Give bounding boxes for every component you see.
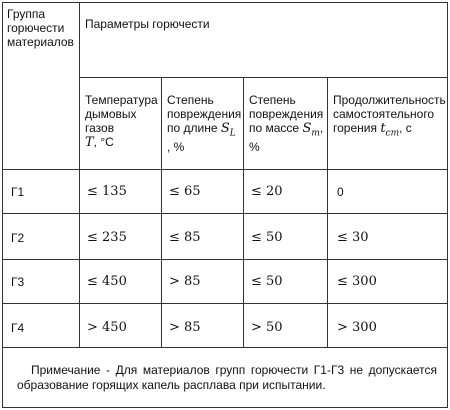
flammability-table [2, 2, 448, 408]
cell-temperature: ≤ 135 [87, 184, 127, 199]
symbol-t: t [380, 121, 386, 136]
cell-burning-time: 0 [337, 185, 344, 199]
subscript-m: m [311, 128, 320, 139]
unit-temperature: , °C [93, 135, 114, 149]
grid-line [79, 77, 447, 78]
header-length-damage-text: Степень повреждения по длине [167, 93, 242, 135]
unit-burning-time: , с [399, 121, 412, 135]
subscript-l: L [229, 128, 236, 139]
grid-line [3, 347, 447, 348]
cell-length-damage: > 85 [169, 320, 201, 335]
row-group: Г2 [11, 231, 25, 245]
subscript-st: ст [385, 128, 400, 139]
cell-mass-damage: ≤ 20 [251, 184, 283, 199]
cell-length-damage: > 85 [169, 274, 201, 289]
row-group: Г3 [11, 275, 25, 289]
header-mass-damage [249, 93, 327, 154]
cell-temperature: ≤ 235 [87, 230, 127, 245]
grid-line [3, 169, 447, 170]
cell-mass-damage: > 50 [251, 320, 283, 335]
cell-burning-time: ≤ 30 [337, 230, 369, 245]
header-params-label: Параметры горючести [85, 17, 210, 31]
grid-line [79, 3, 80, 347]
cell-mass-damage: ≤ 50 [251, 230, 283, 245]
header-temperature-text: Температура дымовых газов [85, 93, 158, 135]
header-group-label: Группа горючести материалов [7, 7, 74, 49]
grid-line [327, 77, 328, 347]
table-note: Примечание - Для материалов групп горючести Г1-Г3 не допускается образование горящих капель расплава при испытании. [17, 363, 437, 392]
cell-length-damage: ≤ 65 [169, 184, 201, 199]
symbol-t: T [85, 135, 94, 150]
header-params [85, 17, 385, 31]
cell-burning-time: > 300 [337, 320, 377, 335]
row-group: Г1 [11, 185, 25, 199]
cell-length-damage: ≤ 85 [169, 230, 201, 245]
grid-line [3, 213, 447, 214]
header-group [7, 7, 79, 49]
symbol-s: S [220, 121, 230, 136]
cell-temperature: ≤ 450 [87, 274, 127, 289]
header-burning-time [333, 93, 447, 140]
row-group: Г4 [11, 321, 25, 335]
grid-line [3, 303, 447, 304]
symbol-s: S [302, 121, 312, 136]
header-temperature [85, 93, 161, 150]
grid-line [3, 259, 447, 260]
cell-mass-damage: ≤ 50 [251, 274, 283, 289]
header-burning-time-text: Продолжительность самостоятельного горения [333, 93, 446, 135]
cell-burning-time: ≤ 300 [337, 274, 377, 289]
grid-line [161, 77, 162, 347]
header-mass-damage-text: Степень повреждения по массе [249, 93, 324, 135]
header-length-damage [167, 93, 245, 154]
unit-length-damage: , % [167, 140, 185, 155]
cell-temperature: > 450 [87, 320, 127, 335]
unit-mass-damage: , % [249, 121, 324, 155]
